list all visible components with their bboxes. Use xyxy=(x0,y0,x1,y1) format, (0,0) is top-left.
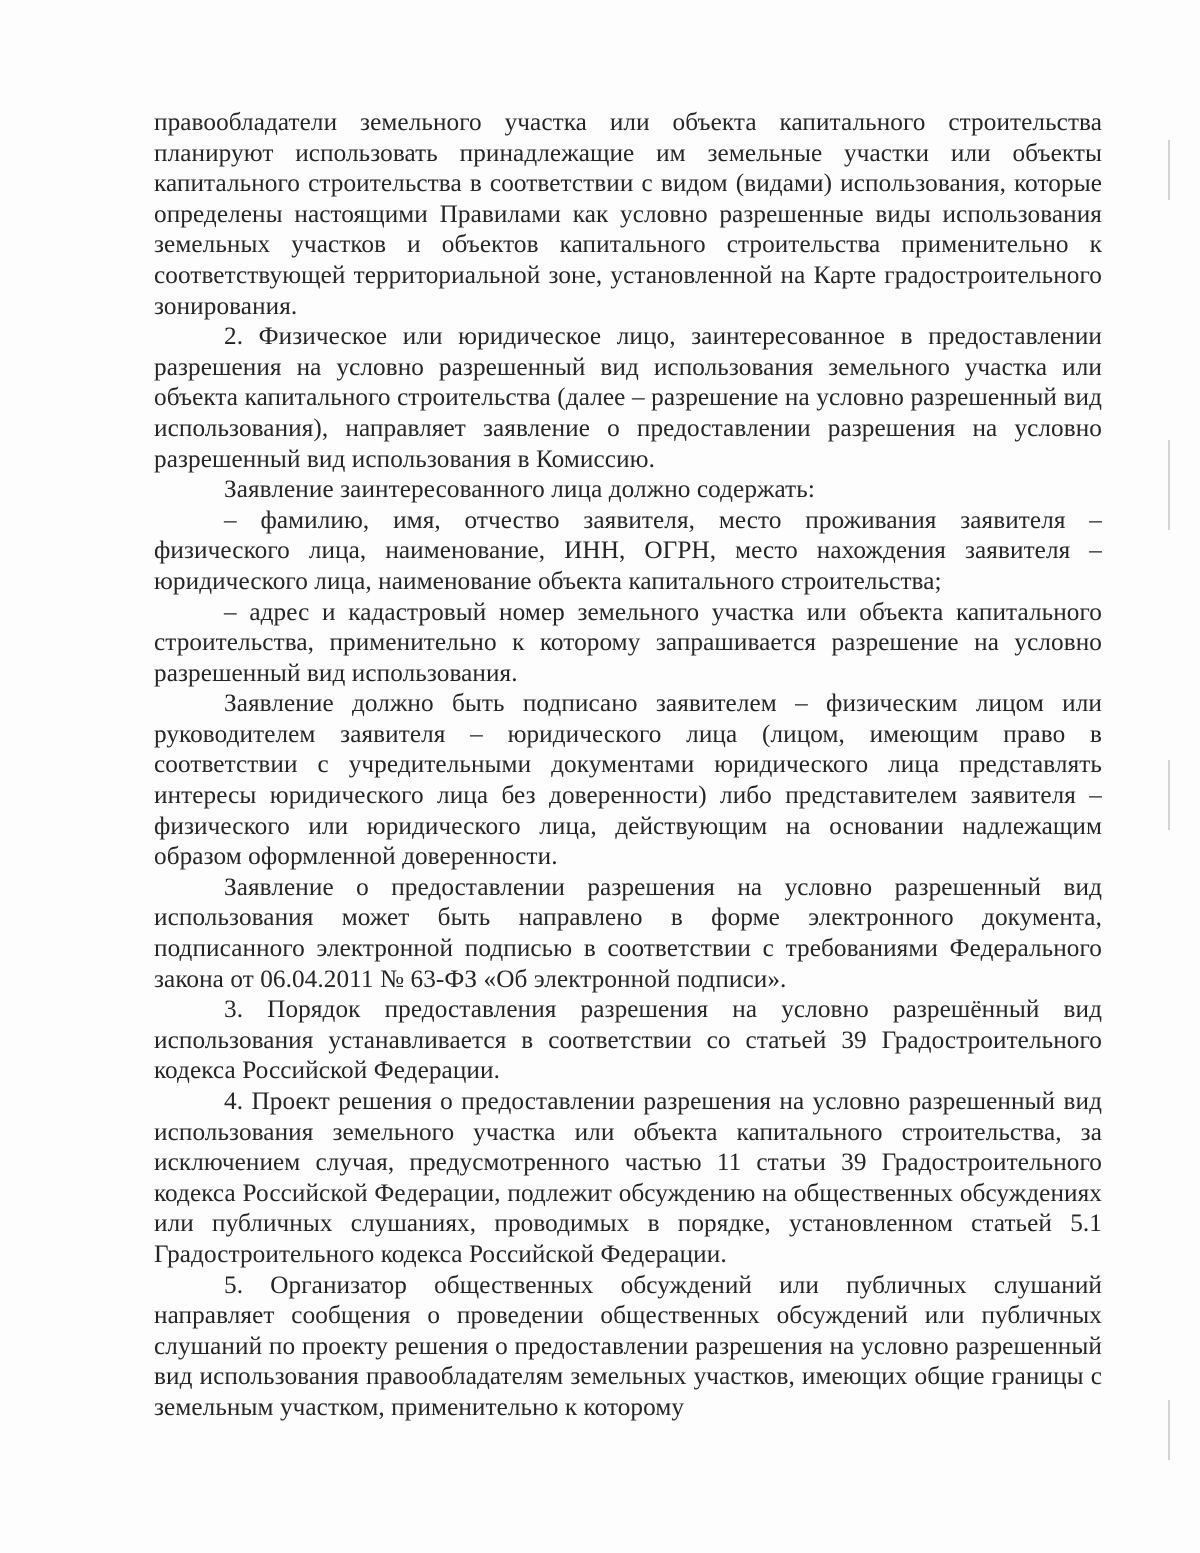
paragraph-item-4: 4. Проект решения о предоставлении разрешения на условно разрешенный вид использования земельного участка или объекта капитального строительства, за исключением случая, предусмотренного частью 11 статьи 39 Градостроительного кодекса Российской Федерации, подлежит обсуждению на общественных обсуждениях или публичных слушаниях, проводимых в порядке, установленном статьей 5.1 Градостроительного кодекса Российской Федерации. xyxy=(154,1088,1102,1268)
scan-edge-mark xyxy=(1168,1400,1170,1460)
paragraph-application-contents: Заявление заинтересованного лица должно содержать: xyxy=(224,476,815,504)
paragraph-continuation: правообладатели земельного участка или объекта капитального строительства планируют использовать принадлежащие им земельные участки или объекты капитального строительства в соответствии с видом (видами) использования, которые определены настоящими Правилами как условно разрешенные виды использования земельных участков и объектов капитального строительства применительно к соответствующей территориальной зоне, установленной на Карте градостроительного зонирования. xyxy=(154,109,1102,320)
document-body xyxy=(154,108,1102,1424)
paragraph-item-5: 5. Организатор общественных обсуждений или публичных слушаний направляет сообщения о проведении общественных обсуждений или публичных слушаний по проекту решения о предоставлении разрешения на условно разрешенный вид использования правообладателям земельных участков, имеющих общие границы с земельным участком, применительно к которому xyxy=(154,1271,1102,1421)
paragraph-item-3: 3. Порядок предоставления разрешения на условно разрешённый вид использования устанавливается в соответствии со статьей 39 Градостроительного кодекса Российской Федерации. xyxy=(154,996,1102,1085)
scan-edge-mark xyxy=(1168,440,1170,530)
paragraph-signature: Заявление должно быть подписано заявителем – физическим лицом или руководителем заявителя – юридического лица (лицом, имеющим право в соответствии с учредительными документами юридического лица представлять интересы юридического лица без доверенности) либо представителем заявителя – физического или юридического лица, действующим на основании надлежащим образом оформленной доверенности. xyxy=(154,690,1102,871)
list-item-address: – адрес и кадастровый номер земельного участка или объекта капитального строительства, применительно к которому запрашивается разрешение на условно разрешенный вид использования. xyxy=(154,598,1102,687)
list-item-applicant-name: – фамилию, имя, отчество заявителя, место проживания заявителя – физического лица, наименование, ИНН, ОГРН, место нахождения заявителя – юридического лица, наименование объекта капитального строительства; xyxy=(154,506,1102,595)
paragraph-item-2: 2. Физическое или юридическое лицо, заинтересованное в предоставлении разрешения на условно разрешенный вид использования земельного участка или объекта капитального строительства (далее – разрешение на условно разрешенный вид использования), направляет заявление о предоставлении разрешения на условно разрешенный вид использования в Комиссию. xyxy=(154,323,1102,473)
paragraph-electronic: Заявление о предоставлении разрешения на условно разрешенный вид использования может быть направлено в форме электронного документа, подписанного электронной подписью в соответствии с требованиями Федерального закона от 06.04.2011 № 63-ФЗ «Об электронной подписи». xyxy=(154,873,1102,993)
scan-edge-mark xyxy=(1168,760,1170,830)
scan-edge-mark xyxy=(1168,140,1170,200)
